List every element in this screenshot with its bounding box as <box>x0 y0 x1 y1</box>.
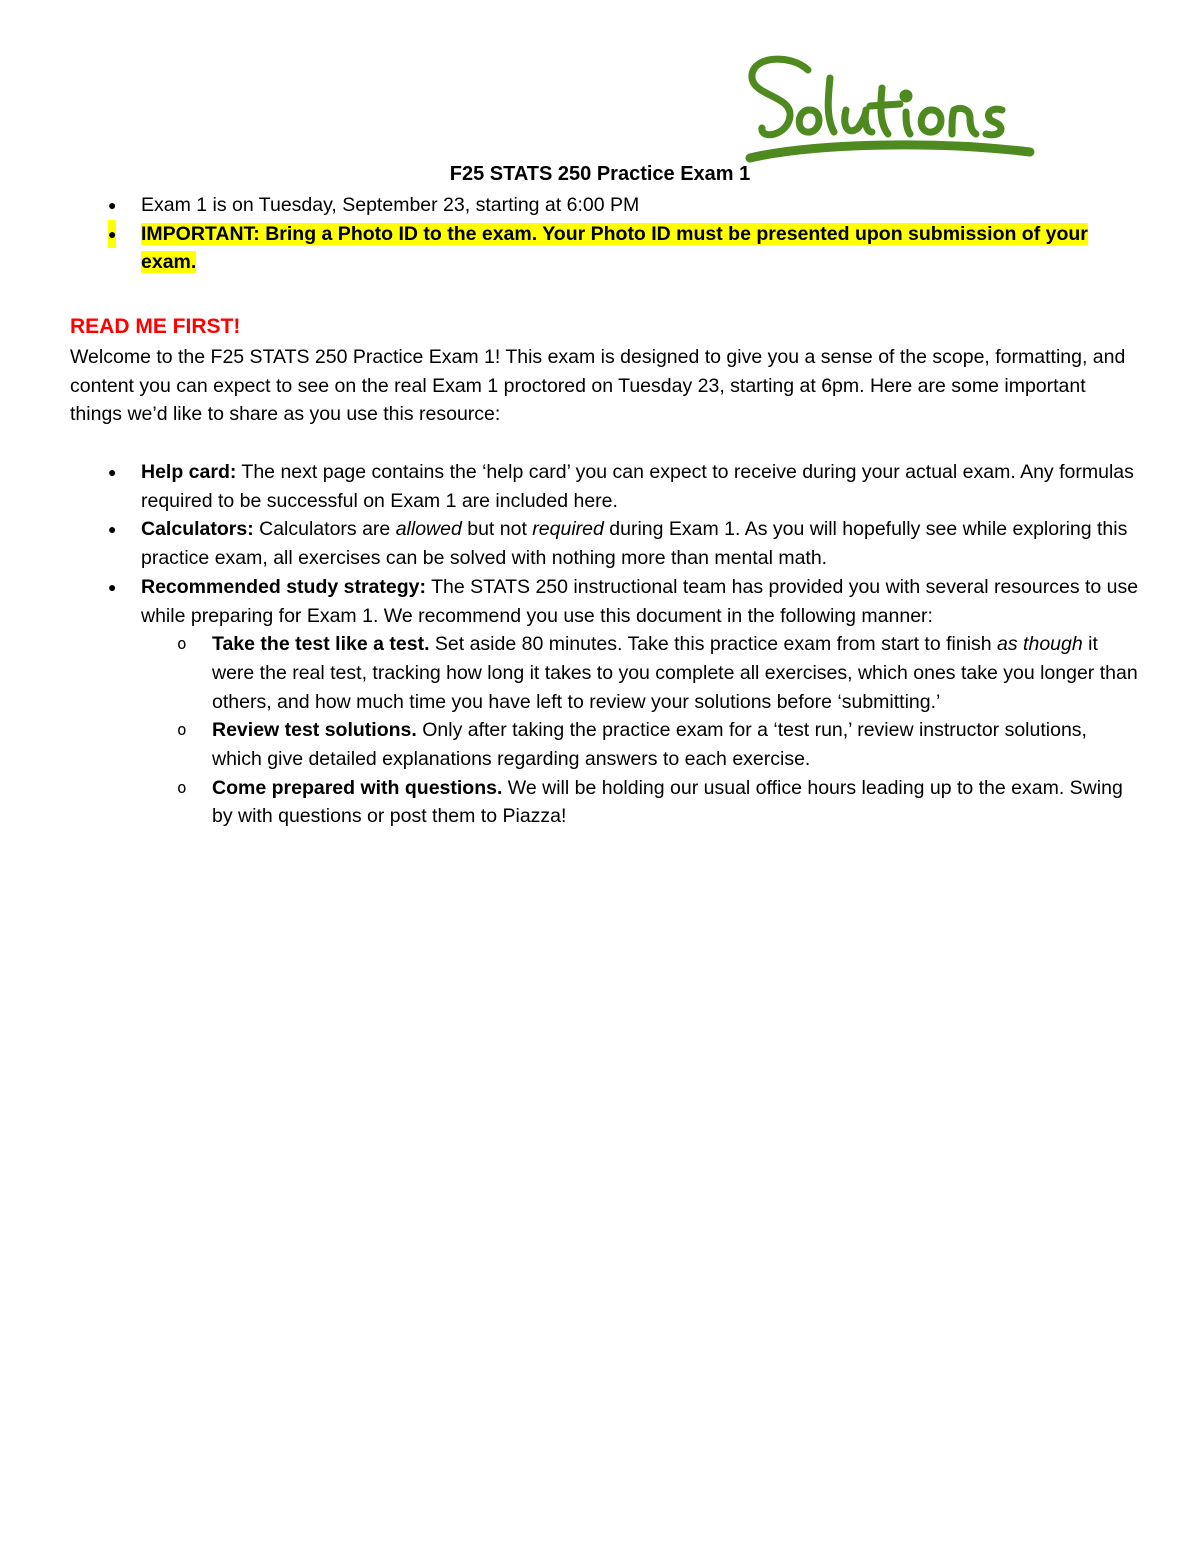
help-card-label: Help card: <box>141 461 237 483</box>
strategy-sub-list <box>141 630 1140 831</box>
circle-bullet-icon: o <box>177 634 187 654</box>
bullet-icon: ● <box>108 521 117 538</box>
calculators-emphasis: allowed <box>395 518 462 541</box>
review-label: Review test solutions. <box>212 719 417 742</box>
take-test-text: it were the real test, tracking how long it takes to you complete all exercises, which ones take you longer than others, and how much time you have left to review your solutions before ‘submitting.’ <box>212 633 1138 713</box>
read-me-first-heading: READ ME FIRST! <box>70 315 241 338</box>
circle-bullet-icon: o <box>177 720 187 740</box>
bullet-icon: ● <box>108 220 116 249</box>
exam-info-list <box>70 191 1140 277</box>
important-label: IMPORTANT: <box>141 222 260 245</box>
take-test-label: Take the test like a test. <box>212 633 430 656</box>
bullet-icon: ● <box>108 197 117 213</box>
intro-paragraph: Welcome to the F25 STATS 250 Practice Exam 1! This exam is designed to give you a sense of the scope, formatting, and content you can expect to see on the real Exam 1 proctored on Tuesday 23, starting at 6pm. Here are some important things we’d like to share as you use this resource: <box>70 346 1126 426</box>
circle-bullet-icon: o <box>177 777 187 797</box>
take-test-text: Set aside 80 minutes. Take this practice exam from start to finish <box>429 633 998 656</box>
page-title: F25 STATS 250 Practice Exam 1 <box>449 163 751 185</box>
sub-list-item <box>141 774 1140 831</box>
strategy-text: The STATS 250 instructional team has provided you with several resources to use while preparing for Exam 1. We recommend you use this document in the following manner: <box>141 575 1139 627</box>
photo-id-text: Bring a Photo ID to the exam. Your Photo ID must be presented upon submission of your exam. <box>141 222 1088 273</box>
sub-list-item <box>141 716 1140 773</box>
list-item <box>70 573 1140 831</box>
calculators-emphasis: required <box>532 518 604 541</box>
strategy-label: Recommended study strategy: <box>141 575 426 598</box>
calculators-text: but not <box>461 518 533 541</box>
calculators-label: Calculators: <box>141 518 254 541</box>
list-item <box>70 191 1140 220</box>
review-text: Only after taking the practice exam for a ‘test run,’ review instructor solutions, which give detailed explanations regarding answers to each exercise. <box>212 719 1087 771</box>
help-card-text: The next page contains the ‘help card’ you can expect to receive during your actual exam. Any formulas required to be successful on Exam 1 are included here. <box>141 461 1134 512</box>
list-item <box>70 458 1140 515</box>
take-test-emphasis: as though <box>997 633 1083 656</box>
bullet-icon: ● <box>108 578 117 595</box>
bullet-icon: ● <box>108 464 117 480</box>
sub-list-item <box>141 630 1140 716</box>
guidance-list <box>70 458 1140 831</box>
list-item <box>70 220 1140 277</box>
calculators-text: during Exam 1. As you will hopefully see while exploring this practice exam, all exercises can be solved with nothing more than mental math. <box>141 518 1128 570</box>
come-prepared-label: Come prepared with questions. <box>212 776 503 799</box>
calculators-text: Calculators are <box>253 518 396 541</box>
come-prepared-text: We will be holding our usual office hours leading up to the exam. Swing by with questions or post them to Piazza! <box>212 776 1123 828</box>
exam-date-text: Exam 1 is on Tuesday, September 23, starting at 6:00 PM <box>141 194 640 216</box>
list-item <box>70 515 1140 572</box>
